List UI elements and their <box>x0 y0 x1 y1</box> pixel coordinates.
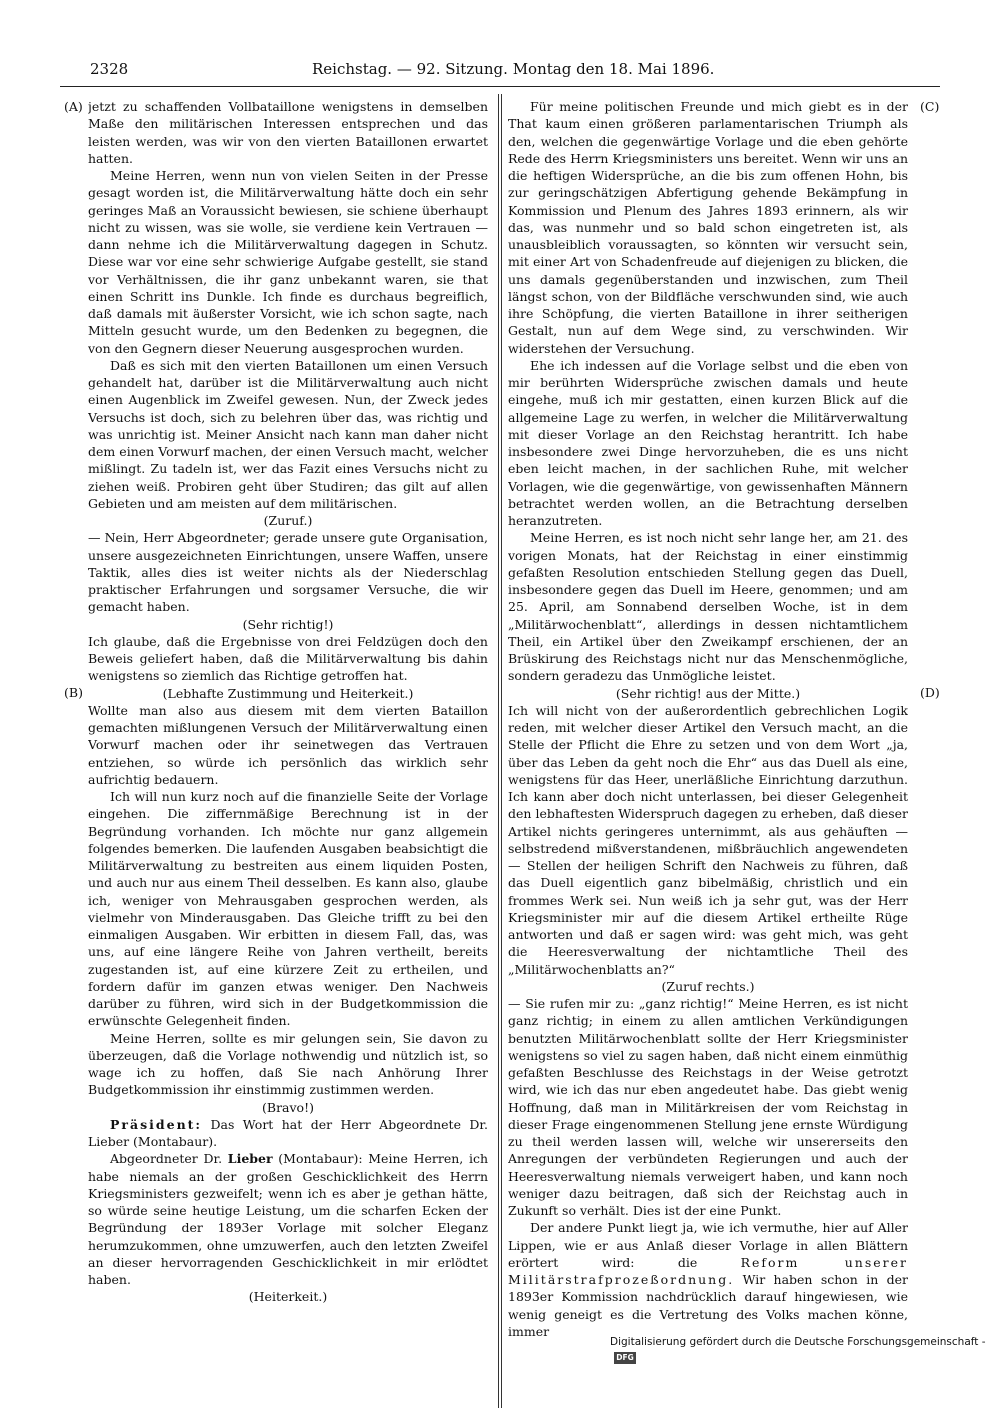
paragraph: Meine Herren, wenn nun von vielen Seiten in der Presse gesagt worden ist, die Militärverwaltung hätte doch ein sehr geringes Maß an Voraussicht bewiesen, sie schiene überhaupt nicht zu wissen, was sie wolle, sie verdiene kein Vertrauen — dann nehme ich die Militärverwaltung dagegen in Schutz. Diese war vor eine sehr schwierige Aufgabe gestellt, sie stand vor Verhältnissen, die ihr ganz unbekannt waren, sie that einen Schritt ins Dunkle. Ich finde es durchaus begreiflich, daß damals mit äußerster Vorsicht, wie ich schon sagte, nach Mitteln gesucht wurde, um den Bedenken zu begegnen, die von den Gegnern dieser Neuerung ausgesprochen wurden. <box>88 168 488 356</box>
paragraph-end: Wir haben schon in der 1893er Kommission nachdrücklich darauf hingewiesen, wie wenig geneigt es die Vertretung des Volks machen könne, immer <box>508 1272 908 1339</box>
dfg-logo-icon: DFG <box>614 1352 636 1364</box>
paragraph: jetzt zu schaffenden Vollbataillone wenigstens in demselben Maße den militärischen Interessen entsprechen und das leisten werden, was wir von den vierten Bataillonen erwartet hatten. <box>88 99 488 166</box>
paragraph: Ehe ich indessen auf die Vorlage selbst und die eben von mir berührten Widersprüche zwischen damals und heute eingehe, muß ich mir gestatten, einen kurzen Blick auf die allgemeine Lage zu werfen, in welcher die Militärverwaltung mit dieser Vorlage an den Reichstag herantritt. Ich habe insbesondere zwei Dinge hervorzuheben, die es uns nicht eben leicht machen, in der sachlichen Ruhe, mit welcher Vorlagen, wie die gegenwärtige, von gewissenhaften Männern betrachtet werden wollen, an die Betrachtung derselben heranzutreten. <box>508 357 908 528</box>
interjection: (Zuruf rechts.) <box>661 978 755 994</box>
running-title: Reichstag. — 92. Sitzung. Montag den 18. Mai 1896. <box>312 60 715 78</box>
interjection: (Sehr richtig!) <box>242 616 334 632</box>
paragraph: Meine Herren, sollte es mir gelungen sein, Sie davon zu überzeugen, daß die Vorlage nothwendig und nützlich ist, so wage ich zu hoffen, daß Sie nach Anhörung Ihrer Budgetkommission ihr einstimmig zustimmen werden. <box>88 1030 488 1098</box>
page-header <box>90 58 910 80</box>
right-column <box>508 98 908 1410</box>
paragraph: — Nein, Herr Abgeordneter; gerade unsere gute Organisation, unsere ausgezeichneten Einrichtungen, unsere Waffen, unsere Taktik, alles dies ist weiter nichts als der Niederschlag praktischer Erfahrungen und sorgsamer Versuche, die wir gemacht haben. <box>88 530 488 615</box>
interjection: (Bravo!) <box>262 1099 314 1115</box>
margin-mark-b: (B) <box>64 685 83 700</box>
digitization-credit <box>610 1334 1000 1362</box>
interjection: (Zuruf.) <box>263 513 313 528</box>
paragraph: — Sie rufen mir zu: „ganz richtig!“ Meine Herren, es ist nicht ganz richtig; in einem zu allen amtlichen Verkündigungen benutzten Militärwochenblatt sollte der Herr Kriegsminister wenigstens so viel zu sagen haben, daß nicht einem einmüthig gefaßten Beschlusse des Reichstags in der Weise getrotzt wird, wie ich das nur eben angedeutet habe. Das giebt wenig Hoffnung, daß man in Militärkreisen der vom Reichstag in dieser Frage eingenommenen Stellung jene ernste Würdigung zu theil werden lassen will, welche wir unsererseits den Anregungen der verbündeten Regierungen und auch der Heeresverwaltung niemals verweigert haben, und kann noch weniger dazu beitragen, daß sich der Reichstag auch in Zukunft so verhält. Dies ist der eine Punkt. <box>508 996 908 1218</box>
page-number: 2328 <box>90 60 129 78</box>
paragraph: Für meine politischen Freunde und mich giebt es in der That kaum einen größeren parlamentarischen Triumph als den, welchen die gegenwärtige Vorlage und die eben gehörte Rede des Herrn Kriegsministers uns bereitet. Wenn wir uns an die heftigen Widersprüche, an die bis zum offenen Hohn, bis zur geringschätzigen Abfertigung gehende Bekämpfung in Kommission und Plenum des Jahres 1893 erinnern, als wir das, was nunmehr und so bald schon eingetreten ist, als unausbleiblich voraussagten, so könnten wir versucht sein, mit einer Art von Schadenfreude auf diejenigen zu blicken, die uns damals gegenüberstanden und inzwischen, zum Theil längst schon, von der Bildfläche verschwunden sind, wie auch ihre Schöpfung, die vierten Bataillone in ihrer seitherigen Gestalt, nun auf dem Wege sind, zu verschwinden. Wir widerstehen der Versuchung. <box>508 99 908 356</box>
paragraph: Daß es sich mit den vierten Bataillonen um einen Versuch gehandelt hat, darüber ist die Militärverwaltung auch nicht einen Augenblick im Zweifel gewesen. Nun, der Zweck jedes Versuchs ist doch, sich zu belehren über das, was richtig und was unrichtig ist. Meiner Ansicht nach kann man daher nicht dem einen Vorwurf machen, der einen Versuch macht, welcher mißlingt. Zu tadeln ist, wer das Fazit eines Versuchs nicht zu ziehen weiß. Probiren geht über Studiren; das gilt auf allen Gebieten und am meisten auf dem militärischen. <box>88 357 488 511</box>
paragraph: Wollte man also aus diesem mit dem vierten Bataillon gemachten mißlungenen Versuch der Militärverwaltung einen Vorwurf machen oder ihr seinetwegen das Vertrauen entziehen, so würde ich persönlich das wirklich sehr aufrichtig bedauern. <box>88 702 488 787</box>
speaker-statement <box>88 1150 488 1288</box>
spaced-emphasis: Reform unserer Militärstrafprozeßordnung. <box>508 1254 908 1287</box>
paragraph: Meine Herren, es ist noch nicht sehr lange her, am 21. des vorigen Monats, hat der Reichstag in einer einstimmig gefaßten Resolution entschieden Stellung gegen das Duell, insbesondere gegen das Duell im Heere, genommen; und am 25. April, am Sonnabend derselben Woche, ist in dem „Militärwochenblatt“, allerdings in dessen nichtamtlichem Theil, ein Artikel über den Zweikampf erschienen, der an Brüskirung des Reichstags nicht nur das Menschenmögliche, sondern geradezu das Unmögliche leistet. <box>508 530 908 684</box>
header-rule <box>60 86 940 87</box>
president-label: Präsident: <box>110 1116 203 1132</box>
column-divider-second <box>501 94 502 1408</box>
speaker-prefix: Abgeordneter Dr. <box>110 1151 223 1167</box>
interjection: (Lebhafte Zustimmung und Heiterkeit.) <box>162 685 414 701</box>
margin-mark-c: (C) <box>920 99 940 114</box>
paragraph-start: Der andere Punkt liegt ja, wie ich vermuthe, hier auf Aller Lippen, wie er aus Anlaß dieser Vorlage in allen Blättern erörtert wird: die <box>508 1220 908 1270</box>
column-divider <box>498 94 499 1408</box>
margin-mark-d: (D) <box>920 685 940 700</box>
president-statement <box>88 1116 488 1151</box>
interjection: (Sehr richtig! aus der Mitte.) <box>615 685 801 701</box>
paragraph: Ich glaube, daß die Ergebnisse von drei Feldzügen doch den Beweis geliefert haben, daß die Militärverwaltung bis dahin wenigstens so ziemlich das Richtige getroffen hat. <box>88 633 488 684</box>
credit-text: Digitalisierung gefördert durch die Deutsche Forschungsgemeinschaft - <box>610 1336 986 1348</box>
president-text: Das Wort hat der Herr Abgeordnete Dr. Lieber (Montabaur). <box>88 1116 488 1149</box>
paragraph: Ich will nicht von der außerordentlich gebrechlichen Logik reden, mit welcher dieser Artikel den Versuch macht, an die Stelle der Pflicht die Ehre zu setzen und von dem Wort „ja, über das Leben da geht noch die Ehr“ aus das Duell als eine, wenigstens für das Heer, unerläßliche Einrichtung darzuthun. Ich kann aber doch nicht unterlassen, bei dieser Gelegenheit den lebhaftesten Widerspruch dagegen zu erheben, daß dieser Artikel nichts geringeres unternimmt, als aus gehäuften — selbstredend mißverstandenen, mißbräuchlich angewendeten — Stellen der heiligen Schrift den Nachweis zu führen, daß das Duell eigentlich ganz bibelmäßig, christlich und ein frommes Werk sei. Nun weiß ich ja sehr gut, was der Herr Kriegsminister mir auf die diesem Artikel ertheilte Rüge antworten und daß er sagen wird: was geht mich, was geht die Heeresverwaltung der nichtamtliche Theil des „Militärwochenblatts an?“ <box>508 702 908 977</box>
paragraph: Ich will nun kurz noch auf die finanzielle Seite der Vorlage eingehen. Die ziffernmäßige Berechnung ist in der Begründung vorhanden. Ich möchte nur ganz allgemein folgendes bemerken. Die laufenden Ausgaben beabsichtigt die Militärverwaltung zu bestreiten aus einem liquiden Posten, und auch nur aus einem Theil desselben. Es kann also, glaube ich, weniger von Mehrausgaben gesprochen werden, als vielmehr von Minderausgaben. Das Gleiche trifft zu bei den einmaligen Ausgaben. Wir erbitten in diesem Fall, das, was uns, auf eine längere Reihe von Jahren vertheilt, bereits zugestanden ist, auf eine kürzere Zeit zu ertheilen, und fordern dafür im ganzen etwas weniger. Den Nachweis darüber zu führen, wird sich in der Budgetkommission die erwünschte Gelegenheit finden. <box>88 789 488 1029</box>
left-column <box>88 98 488 1410</box>
speaker-name: Lieber <box>227 1151 273 1167</box>
margin-mark-a: (A) <box>64 99 83 114</box>
speaker-text: (Montabaur): Meine Herren, ich habe niemals an der großen Geschicklichkeit des Herrn Kriegsministers gezweifelt; wenn ich es aber je gethan hätte, so würde seine heutige Leistung, um die scharfen Ecken der Begründung der 1893er Vorlage mit solcher Eleganz herumzukommen, ohne umzuwerfen, auch den letzten Zweifel an dieser hervorragenden Geschicklichkeit in mir erlödtet haben. <box>88 1151 488 1287</box>
interjection: (Heiterkeit.) <box>248 1289 328 1305</box>
paragraph-with-spaced-text <box>508 1219 908 1340</box>
